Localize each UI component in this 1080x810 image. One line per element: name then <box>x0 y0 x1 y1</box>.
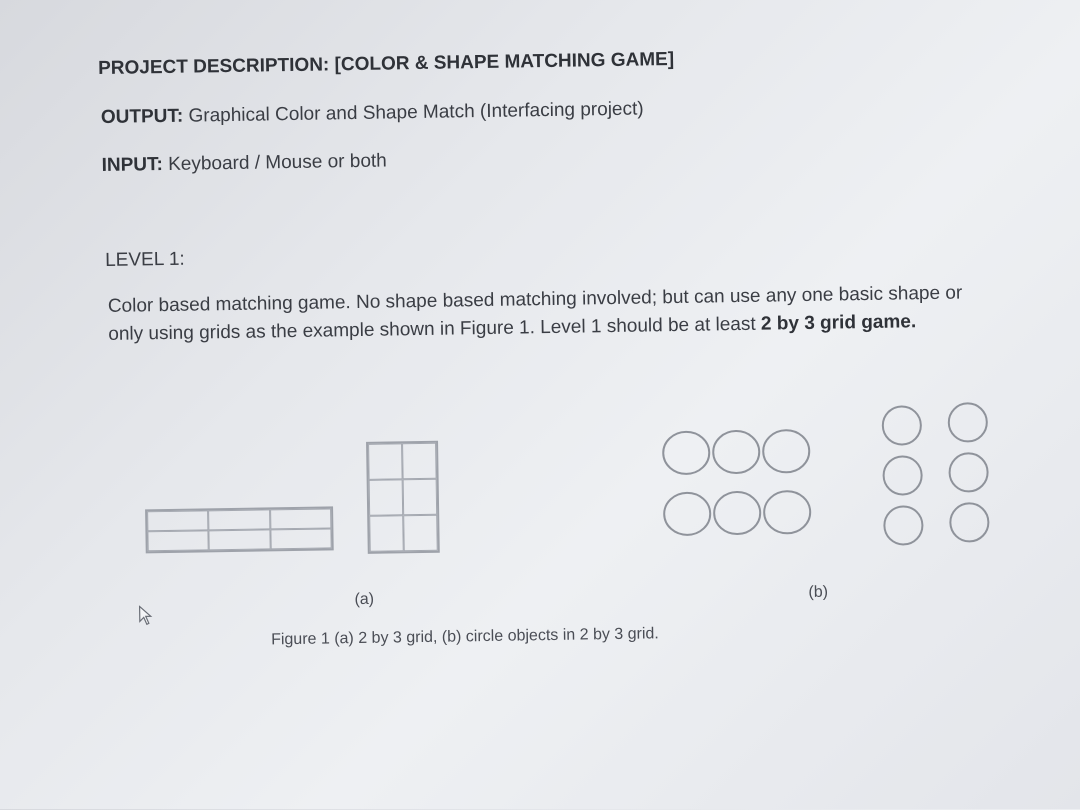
level-description-text: only using grids as the example shown in Figure 1. Level 1 should be at least <box>108 313 762 345</box>
circle-object <box>713 431 760 474</box>
circle-object <box>949 403 988 442</box>
circle-object <box>883 406 922 445</box>
circle-object <box>664 492 711 535</box>
circle-object <box>883 456 922 495</box>
project-title: PROJECT DESCRIPTION: [COLOR & SHAPE MATCHING GAME] <box>97 48 675 80</box>
output-label: OUTPUT: <box>100 105 184 128</box>
input-value: Keyboard / Mouse or both <box>162 150 387 176</box>
level-description-emphasis: 2 by 3 grid game. <box>760 311 917 335</box>
circle-object <box>884 506 923 545</box>
circle-object <box>714 492 761 535</box>
circle-object <box>949 453 988 492</box>
circle-object <box>763 430 810 473</box>
circle-object <box>764 491 811 534</box>
level-description-line1: Color based matching game. No shape based matching involved; but can use any one basic shape or <box>107 282 963 317</box>
output-value: Graphical Color and Shape Match (Interfacing project) <box>183 98 644 127</box>
figure-caption: Figure 1 (a) 2 by 3 grid, (b) circle objects in 2 by 3 grid. <box>270 625 659 649</box>
circle-object <box>950 503 989 542</box>
figure-label-a: (a) <box>354 590 375 609</box>
input-label: INPUT: <box>101 154 164 176</box>
figure-label-b: (b) <box>808 583 829 601</box>
mouse-pointer-icon <box>139 605 155 625</box>
level-title: LEVEL 1: <box>104 248 185 271</box>
circle-object <box>663 431 710 474</box>
